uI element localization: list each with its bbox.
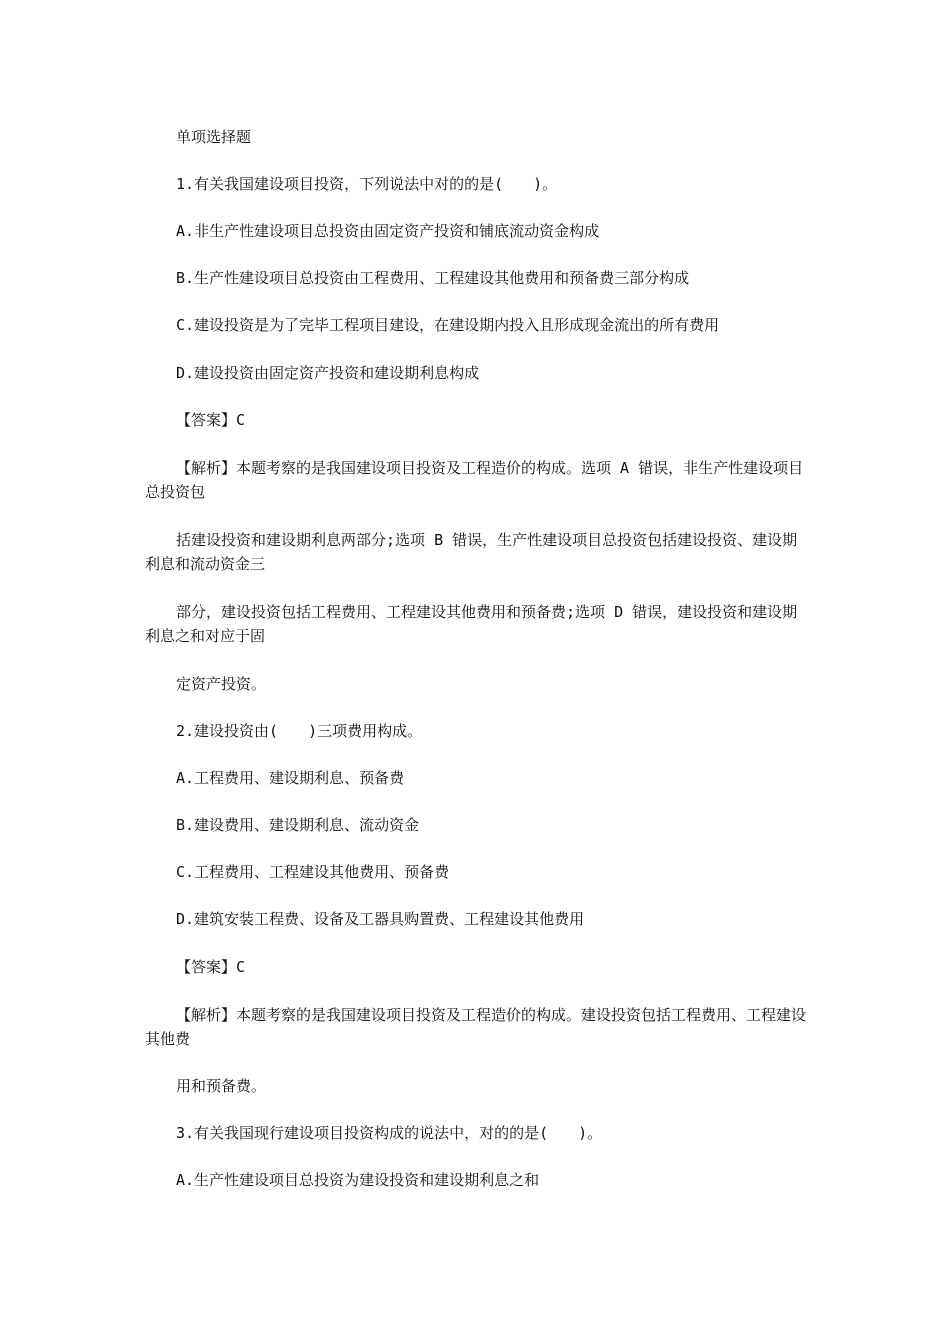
question-1-analysis-paragraph-4: 定资产投资。 <box>176 675 267 693</box>
question-2-option-a: A.工程费用、建设期利息、预备费 <box>176 769 405 787</box>
question-2-option-c: C.工程费用、工程建设其他费用、预备费 <box>176 863 450 881</box>
question-1-option-c: C.建设投资是为了完毕工程项目建设，在建设期内投入且形成现金流出的所有费用 <box>176 316 720 334</box>
question-1-answer: 【答案】C <box>176 411 246 429</box>
question-2-analysis-paragraph-2: 用和预备费。 <box>176 1077 267 1095</box>
question-1-analysis-paragraph-3: 部分，建设投资包括工程费用、工程建设其他费用和预备费;选项 D 错误，建设投资和建设期利息之和对应于固 <box>145 603 798 645</box>
question-2-stem: 2.建设投资由( )三项费用构成。 <box>176 722 423 740</box>
question-1-option-a: A.非生产性建设项目总投资由固定资产投资和铺底流动资金构成 <box>176 222 600 240</box>
question-1-option-b: B.生产性建设项目总投资由工程费用、工程建设其他费用和预备费三部分构成 <box>176 269 690 287</box>
question-2-option-b: B.建设费用、建设期利息、流动资金 <box>176 816 420 834</box>
question-1-analysis-paragraph-2: 括建设投资和建设期利息两部分;选项 B 错误，生产性建设项目总投资包括建设投资、建设期利息和流动资金三 <box>145 531 798 573</box>
section-title: 单项选择题 <box>176 128 252 146</box>
question-2-analysis-paragraph-1: 【解析】本题考察的是我国建设项目投资及工程造价的构成。建设投资包括工程费用、工程建设其他费 <box>145 1006 807 1048</box>
question-3-stem: 3.有关我国现行建设项目投资构成的说法中，对的的是( )。 <box>176 1124 603 1142</box>
question-2-option-d: D.建筑安装工程费、设备及工器具购置费、工程建设其他费用 <box>176 910 585 928</box>
question-1-stem: 1.有关我国建设项目投资，下列说法中对的的是( )。 <box>176 175 558 193</box>
question-1-option-d: D.建设投资由固定资产投资和建设期利息构成 <box>176 364 480 382</box>
question-2-answer: 【答案】C <box>176 958 246 976</box>
question-3-option-a: A.生产性建设项目总投资为建设投资和建设期利息之和 <box>176 1171 540 1189</box>
question-1-analysis-paragraph-1: 【解析】本题考察的是我国建设项目投资及工程造价的构成。选项 A 错误，非生产性建设项目总投资包 <box>145 459 804 501</box>
